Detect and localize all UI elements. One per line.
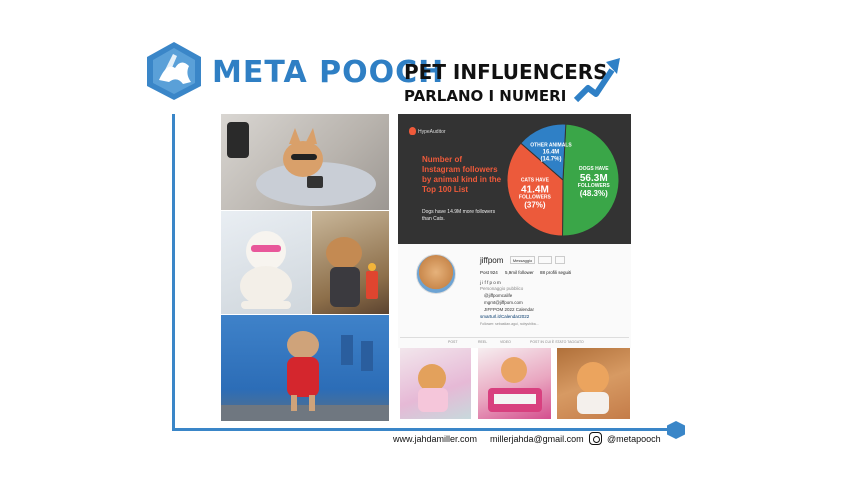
infographic-source: HypeAuditor — [418, 129, 446, 135]
brand-name: META POOCH — [212, 55, 445, 90]
photo-french-bulldog — [221, 315, 389, 421]
pie-data-label: 16.4M — [542, 149, 560, 156]
tab-tagged[interactable]: POST IN CUI È STATO TAGGATO — [530, 340, 584, 344]
bio-line: Personaggio pubblico — [480, 286, 524, 291]
bio-line: JIFFPOM 2022 Calendar — [484, 307, 535, 312]
hexagon-icon — [666, 420, 686, 440]
grid-photo-pink-outfit[interactable] — [400, 348, 471, 419]
infographic-note: Dogs have 14.9M more followers than Cats. — [422, 209, 496, 222]
pie-data-label: OTHER ANIMALS — [530, 142, 572, 149]
tab-reel[interactable]: REEL — [478, 340, 488, 344]
footer-website[interactable]: www.jahdamiller.com — [393, 434, 478, 444]
pie-data-label: (48.3%) — [579, 188, 608, 198]
photo-dog-with-drink — [312, 211, 389, 314]
grid-photo-pomeranian[interactable] — [557, 348, 630, 419]
avatar — [416, 254, 456, 294]
pie-data-label: FOLLOWERS — [577, 182, 610, 189]
tab-post[interactable]: POST — [448, 340, 458, 344]
photo-poodle-sunglasses — [221, 211, 311, 314]
tab-video[interactable]: VIDEO — [500, 340, 511, 344]
grid-photo-sweet-sweater[interactable] — [478, 348, 551, 419]
posts-count: Post 924 — [480, 270, 498, 275]
pie-data-label: 41.4M — [521, 184, 549, 196]
infographic-title: Number of Instagram followers by animal kind in the Top 100 List — [422, 155, 502, 194]
followers-pie-chart — [503, 120, 623, 240]
frame-line-vertical — [172, 114, 175, 431]
more-options-button[interactable] — [555, 256, 565, 264]
trend-up-arrow-icon — [572, 52, 622, 104]
followers-count: 5,9mil follower — [505, 270, 534, 275]
frame-line-horizontal — [172, 428, 674, 431]
heading-subtitle: PARLANO I NUMERI — [404, 87, 567, 105]
follow-button[interactable] — [538, 256, 552, 264]
bio-link[interactable]: smarturl.it/Calendar2022 — [480, 314, 530, 319]
pie-data-label: CATS HAVE — [520, 177, 549, 184]
followed-by-text: Follower: sebastian.agui, nobyshiba... — [480, 322, 539, 326]
bio-line: j i f f p o m — [480, 280, 501, 285]
pie-data-label: FOLLOWERS — [518, 194, 551, 201]
pie-data-label: (14.7%) — [540, 156, 562, 163]
footer-email[interactable]: millerjahda@gmail.com — [490, 434, 584, 444]
pie-data-label: DOGS HAVE — [578, 165, 609, 172]
tabs-divider — [400, 337, 629, 338]
photo-shiba-dog — [221, 114, 389, 210]
bio-line: mgmt@jiffpom.com — [484, 300, 523, 305]
bio-line: @jiffpomcalife — [484, 293, 513, 298]
hypeauditor-logo-icon — [409, 127, 416, 135]
footer-instagram[interactable]: @metapooch — [607, 434, 661, 444]
heading-title: PET INFLUENCERS — [404, 60, 608, 84]
meta-pooch-logo-icon — [145, 40, 203, 102]
following-count: 88 profili seguiti — [540, 270, 572, 275]
instagram-icon — [589, 432, 602, 445]
pie-data-label: (37%) — [524, 200, 546, 210]
pie-data-label: 56.3M — [579, 172, 608, 184]
profile-username: jiffpom — [480, 256, 504, 265]
message-button[interactable]: Messaggio — [510, 256, 535, 264]
